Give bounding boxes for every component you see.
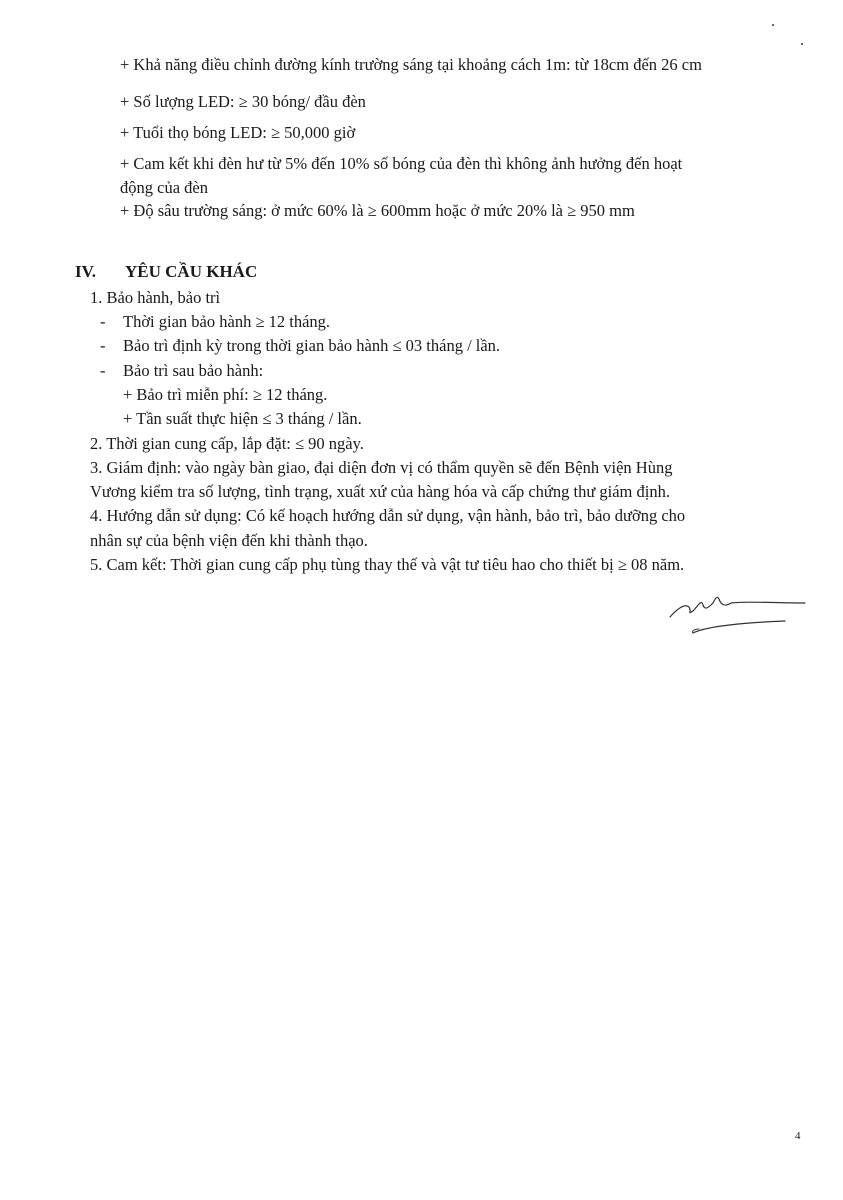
scan-speck bbox=[772, 24, 774, 26]
warranty-item: Bảo trì định kỳ trong thời gian bảo hành ≤ 03 tháng / lần. bbox=[123, 336, 501, 355]
requirement-line: Vương kiểm tra số lượng, tình trạng, xuất xứ của hàng hóa và cấp chứng thư giám định. bbox=[90, 482, 670, 501]
section-number: IV. bbox=[75, 262, 96, 281]
spec-line: + Cam kết khi đèn hư từ 5% đến 10% số bóng của đèn thì không ảnh hưởng đến hoạt bbox=[120, 154, 683, 173]
warranty-subitem: + Bảo trì miễn phí: ≥ 12 tháng. bbox=[123, 385, 328, 404]
spec-line: + Độ sâu trường sáng: ở mức 60% là ≥ 600mm hoặc ở mức 20% là ≥ 950 mm bbox=[120, 201, 635, 220]
requirement-line: 2. Thời gian cung cấp, lắp đặt: ≤ 90 ngày. bbox=[90, 434, 364, 453]
spec-line: + Khả năng điều chỉnh đường kính trường sáng tại khoảng cách 1m: từ 18cm đến 26 cm bbox=[120, 55, 702, 74]
bullet-dash: - bbox=[100, 361, 106, 380]
warranty-title: 1. Bảo hành, bảo trì bbox=[90, 288, 221, 307]
requirement-line: 4. Hướng dẫn sử dụng: Có kế hoạch hướng dẫn sử dụng, vận hành, bảo trì, bảo dưỡng cho bbox=[90, 506, 686, 525]
signature-mark bbox=[665, 585, 810, 645]
scan-speck bbox=[801, 43, 803, 45]
warranty-item: Bảo trì sau bảo hành: bbox=[123, 361, 264, 380]
requirement-line: nhân sự của bệnh viện đến khi thành thạo. bbox=[90, 531, 368, 550]
bullet-dash: - bbox=[100, 312, 106, 331]
section-title: YÊU CẦU KHÁC bbox=[125, 262, 258, 281]
warranty-subitem: + Tần suất thực hiện ≤ 3 tháng / lần. bbox=[123, 409, 362, 428]
warranty-item: Thời gian bảo hành ≥ 12 tháng. bbox=[123, 312, 331, 331]
spec-line: + Tuổi thọ bóng LED: ≥ 50,000 giờ bbox=[120, 123, 356, 142]
spec-line: + Số lượng LED: ≥ 30 bóng/ đầu đèn bbox=[120, 92, 366, 111]
page-number: 4 bbox=[795, 1130, 801, 1142]
requirement-line: 5. Cam kết: Thời gian cung cấp phụ tùng thay thế và vật tư tiêu hao cho thiết bị ≥ 08 năm. bbox=[90, 555, 685, 574]
bullet-dash: - bbox=[100, 336, 106, 355]
requirement-line: 3. Giám định: vào ngày bàn giao, đại diện đơn vị có thẩm quyền sẽ đến Bệnh viện Hùng bbox=[90, 458, 673, 477]
section-heading bbox=[75, 262, 257, 282]
spec-line: động của đèn bbox=[120, 178, 208, 197]
